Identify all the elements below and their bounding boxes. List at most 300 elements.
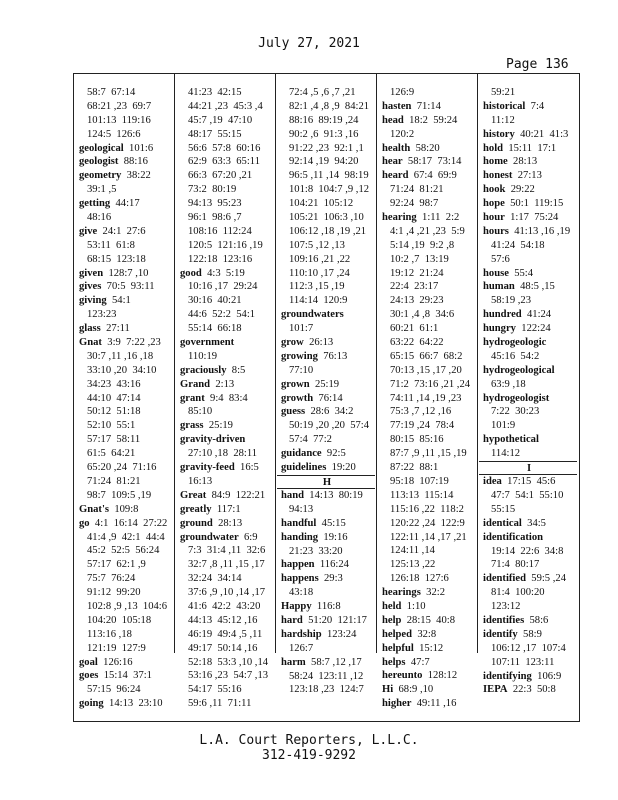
index-continuation xyxy=(483,114,577,128)
index-term: give xyxy=(79,225,98,237)
page-line-refs: 4:1 ,4 ,21 ,23 5:9 xyxy=(390,225,465,237)
page-line-refs: 98:7 109:5 ,19 xyxy=(87,489,152,501)
index-term: giving xyxy=(79,295,107,307)
index-continuation xyxy=(281,683,375,697)
page-line-refs: 67:4 69:9 xyxy=(408,170,457,182)
column-divider xyxy=(174,74,175,653)
page-line-refs: 43:18 xyxy=(289,587,314,599)
page-line-refs: 47:7 54:1 55:10 xyxy=(491,489,564,501)
page-line-refs: 88:16 xyxy=(118,156,148,168)
index-entry xyxy=(382,100,470,114)
page-line-refs: 59:5 ,24 xyxy=(525,573,566,585)
index-term: identification xyxy=(483,531,544,543)
page-line-refs: 51:20 121:17 xyxy=(302,614,367,626)
page-line-refs: 30:7 ,11 ,16 ,18 xyxy=(87,350,154,362)
index-continuation xyxy=(180,100,268,114)
page-line-refs: 58:6 xyxy=(524,614,549,626)
index-continuation xyxy=(483,447,577,461)
page-line-refs: 113:13 115:14 xyxy=(390,489,454,501)
index-continuation xyxy=(180,600,268,614)
page-line-refs: 65:15 66:7 68:2 xyxy=(390,350,463,362)
page-line-refs: 128:12 xyxy=(422,670,458,682)
index-term: historical xyxy=(483,100,526,112)
index-continuation xyxy=(382,503,470,517)
page-line-refs: 65:20 ,24 71:16 xyxy=(87,462,157,474)
page-line-refs: 19:20 xyxy=(326,462,356,474)
index-entry xyxy=(281,378,375,392)
index-term: growth xyxy=(281,392,314,404)
section-letter: H xyxy=(322,476,332,488)
page-line-refs: 10:16 ,17 29:24 xyxy=(188,281,258,293)
page-line-refs: 14:13 80:19 xyxy=(303,489,363,501)
index-term: head xyxy=(382,114,404,126)
page-line-refs: 58:20 xyxy=(410,142,440,154)
footer-phone: 312-419-9292 xyxy=(262,748,356,763)
index-continuation xyxy=(281,239,375,253)
index-term: home xyxy=(483,156,508,168)
page-line-refs: 63:9 ,18 xyxy=(491,378,526,390)
word-index-frame xyxy=(73,73,580,722)
page-line-refs: 44:10 47:14 xyxy=(87,392,141,404)
page-line-refs: 123:24 xyxy=(321,628,357,640)
page-line-refs: 81:4 100:20 xyxy=(491,587,545,599)
index-term: health xyxy=(382,142,411,154)
page-line-refs: 68:15 123:18 xyxy=(87,253,146,265)
index-entry xyxy=(382,683,470,697)
index-term: go xyxy=(79,517,90,529)
page-line-refs: 57:4 77:2 xyxy=(289,434,332,446)
index-entry xyxy=(483,433,577,447)
page-line-refs: 102:8 ,9 ,13 104:6 xyxy=(87,600,168,612)
index-entry xyxy=(483,100,577,114)
index-term: Hi xyxy=(382,684,394,696)
page-line-refs: 109:16 ,21 ,22 xyxy=(289,253,351,265)
page-line-refs: 120:5 121:16 ,19 xyxy=(188,239,263,251)
page-line-refs: 106:9 xyxy=(531,670,562,682)
page-line-refs: 70:13 ,15 ,17 ,20 xyxy=(390,364,462,376)
page-line-refs: 123:23 xyxy=(87,309,117,321)
index-entry xyxy=(483,155,577,169)
index-entry xyxy=(483,572,577,586)
index-continuation xyxy=(180,294,268,308)
index-continuation xyxy=(281,267,375,281)
page-line-refs: 39:1 ,5 xyxy=(87,184,117,196)
index-entry xyxy=(483,267,577,281)
index-term: given xyxy=(79,267,104,279)
page-line-refs: 106:12 ,18 ,19 ,21 xyxy=(289,225,367,237)
index-entry xyxy=(79,169,167,183)
page-line-refs: 1:17 75:24 xyxy=(504,212,559,224)
index-continuation xyxy=(79,461,167,475)
page-line-refs: 34:5 xyxy=(521,517,546,529)
index-term: hand xyxy=(281,489,304,501)
index-continuation xyxy=(281,253,375,267)
index-continuation xyxy=(281,197,375,211)
index-entry xyxy=(382,211,470,225)
page-line-refs: 68:9 ,10 xyxy=(393,684,434,696)
index-term: good xyxy=(180,267,202,279)
index-continuation xyxy=(79,239,167,253)
page-line-refs: 30:1 ,4 ,8 34:6 xyxy=(390,309,455,321)
index-continuation xyxy=(281,128,375,142)
index-continuation xyxy=(382,517,470,531)
index-term: groundwaters xyxy=(281,309,344,321)
index-continuation xyxy=(281,86,375,100)
index-continuation xyxy=(79,489,167,503)
index-term: hope xyxy=(483,198,505,210)
index-term: help xyxy=(382,614,402,626)
index-entry xyxy=(281,600,375,614)
index-continuation xyxy=(180,447,268,461)
page-line-refs: 116:24 xyxy=(314,559,349,571)
index-continuation xyxy=(382,433,470,447)
page-line-refs: 57:15 96:24 xyxy=(87,684,141,696)
index-entry xyxy=(483,336,577,350)
index-continuation xyxy=(483,600,577,614)
index-continuation xyxy=(180,86,268,100)
index-entry xyxy=(382,628,470,642)
page-line-refs: 128:7 ,10 xyxy=(103,267,149,279)
index-term: IEPA xyxy=(483,684,508,696)
page-line-refs: 63:22 64:22 xyxy=(390,337,444,349)
index-continuation xyxy=(79,392,167,406)
index-continuation xyxy=(281,294,375,308)
index-continuation xyxy=(382,544,470,558)
index-continuation xyxy=(483,419,577,433)
page-line-refs: 95:18 107:19 xyxy=(390,475,449,487)
page-line-refs: 3:9 7:22 ,23 xyxy=(101,337,161,349)
page-line-refs: 113:16 ,18 xyxy=(87,628,132,640)
page-line-refs: 58:7 ,12 ,17 xyxy=(305,656,362,668)
index-continuation xyxy=(281,322,375,336)
index-continuation xyxy=(281,433,375,447)
page-line-refs: 74:11 ,14 ,19 ,23 xyxy=(390,392,462,404)
page-line-refs: 29:22 xyxy=(505,184,535,196)
index-term: house xyxy=(483,267,509,279)
page-line-refs: 75:3 ,7 ,12 ,16 xyxy=(390,406,452,418)
index-entry xyxy=(79,280,167,294)
index-entry xyxy=(281,656,375,670)
page-line-refs: 107:5 ,12 ,13 xyxy=(289,239,345,251)
index-continuation xyxy=(180,211,268,225)
index-continuation xyxy=(382,225,470,239)
page-line-refs: 27:13 xyxy=(512,170,542,182)
index-entry xyxy=(79,197,167,211)
index-term: guidance xyxy=(281,448,322,460)
index-entry xyxy=(382,697,470,711)
column-divider xyxy=(275,74,276,653)
index-term: guidelines xyxy=(281,462,327,474)
footer-company: L.A. Court Reporters, L.L.C. xyxy=(199,733,419,748)
page-line-refs: 94:13 xyxy=(289,503,314,515)
page-line-refs: 50:19 ,20 ,20 57:4 xyxy=(289,420,370,432)
index-term: held xyxy=(382,600,402,612)
page-line-refs: 32:7 ,8 ,11 ,15 ,17 xyxy=(188,559,265,571)
index-continuation xyxy=(382,419,470,433)
index-entry xyxy=(483,392,577,406)
index-entry xyxy=(281,628,375,642)
page-line-refs: 54:1 xyxy=(106,295,131,307)
index-term: human xyxy=(483,281,515,293)
index-continuation xyxy=(180,225,268,239)
index-continuation xyxy=(483,239,577,253)
index-continuation xyxy=(483,545,577,559)
index-continuation xyxy=(382,489,470,503)
index-continuation xyxy=(382,267,470,281)
page-line-refs: 124:5 126:6 xyxy=(87,128,141,140)
page-line-refs: 28:13 xyxy=(212,517,243,529)
page-line-refs: 54:17 55:16 xyxy=(188,684,242,696)
index-continuation xyxy=(483,558,577,572)
index-continuation xyxy=(79,544,167,558)
page-line-refs: 101:9 xyxy=(491,420,516,432)
index-continuation xyxy=(79,586,167,600)
page-line-refs: 92:24 98:7 xyxy=(390,198,439,210)
index-entry xyxy=(382,642,470,656)
page-line-refs: 32:24 34:14 xyxy=(188,573,242,585)
index-entry xyxy=(382,586,470,600)
index-continuation xyxy=(281,211,375,225)
index-term: hydrogeological xyxy=(483,364,555,376)
index-continuation xyxy=(79,405,167,419)
index-entry xyxy=(382,600,470,614)
page-line-refs: 44:17 xyxy=(110,198,140,210)
index-term: hearing xyxy=(382,212,417,224)
index-term: identifies xyxy=(483,614,525,626)
page-line-refs: 72:4 ,5 ,6 ,7 ,21 xyxy=(289,87,356,98)
page-line-refs: 44:13 45:12 ,16 xyxy=(188,614,258,626)
index-continuation xyxy=(180,350,268,364)
column-divider xyxy=(376,74,377,653)
index-entry xyxy=(483,128,577,142)
page-line-refs: 104:21 105:12 xyxy=(289,198,354,210)
page-line-refs: 52:10 55:1 xyxy=(87,420,136,432)
index-continuation xyxy=(483,503,577,517)
index-continuation xyxy=(281,142,375,156)
index-entry xyxy=(382,614,470,628)
index-continuation xyxy=(382,239,470,253)
page-line-refs: 80:15 85:16 xyxy=(390,434,444,446)
index-continuation xyxy=(79,614,167,628)
index-entry xyxy=(281,531,375,545)
index-continuation xyxy=(180,405,268,419)
index-column-4 xyxy=(382,86,470,711)
index-continuation xyxy=(180,697,268,711)
index-term: groundwater xyxy=(180,531,239,543)
index-continuation xyxy=(382,308,470,322)
index-entry xyxy=(180,267,268,281)
index-entry xyxy=(483,142,577,156)
page-line-refs: 29:3 xyxy=(318,573,343,585)
page-line-refs: 22:3 50:8 xyxy=(507,684,556,696)
page-line-refs: 26:13 xyxy=(303,337,334,349)
index-term: gives xyxy=(79,281,102,293)
index-continuation xyxy=(281,100,375,114)
index-entry xyxy=(281,336,375,350)
page-line-refs: 123:18 ,23 124:7 xyxy=(289,684,364,696)
index-term: goes xyxy=(79,670,99,682)
page-line-refs: 44:6 52:2 54:1 xyxy=(188,309,256,321)
index-entry xyxy=(483,183,577,197)
index-term: Gnat xyxy=(79,337,102,349)
index-continuation xyxy=(180,253,268,267)
page-line-refs: 49:17 50:14 ,16 xyxy=(188,642,258,654)
index-term: guess xyxy=(281,406,306,418)
page-line-refs: 61:5 64:21 xyxy=(87,448,136,460)
page-line-refs: 25:19 xyxy=(203,420,233,432)
index-continuation xyxy=(382,183,470,197)
index-entry xyxy=(79,503,167,517)
index-term: geometry xyxy=(79,170,122,182)
page-line-refs: 76:14 xyxy=(313,392,343,404)
page-line-refs: 53:16 ,23 54:7 ,13 xyxy=(188,670,269,682)
page-line-refs: 10:2 ,7 13:19 xyxy=(390,253,449,265)
page-line-refs: 121:19 127:9 xyxy=(87,642,146,654)
page-line-refs: 62:9 63:3 65:11 xyxy=(188,156,260,168)
page-line-refs: 116:8 xyxy=(311,601,341,613)
index-continuation xyxy=(281,225,375,239)
index-continuation xyxy=(79,183,167,197)
index-continuation xyxy=(79,447,167,461)
index-entry xyxy=(281,405,375,419)
index-entry xyxy=(180,378,268,392)
page-line-refs: 126:18 127:6 xyxy=(390,573,449,585)
index-term: hydrogeologic xyxy=(483,337,547,349)
index-entry xyxy=(79,294,167,308)
index-entry xyxy=(483,169,577,183)
index-continuation xyxy=(382,322,470,336)
index-continuation xyxy=(382,378,470,392)
page-line-refs: 6:9 xyxy=(238,531,258,543)
index-entry xyxy=(483,531,577,545)
page-line-refs: 46:19 49:4 ,5 ,11 xyxy=(188,628,263,640)
index-continuation xyxy=(79,572,167,586)
page-line-refs: 24:13 29:23 xyxy=(390,295,444,307)
page-line-refs: 59:6 ,11 71:11 xyxy=(188,698,252,710)
index-entry xyxy=(281,489,375,503)
index-entry xyxy=(483,364,577,378)
index-column-2 xyxy=(180,86,268,711)
index-continuation xyxy=(180,322,268,336)
index-continuation xyxy=(281,419,375,433)
index-entry xyxy=(79,656,167,670)
index-entry xyxy=(382,114,470,128)
index-term: honest xyxy=(483,170,513,182)
index-entry xyxy=(483,197,577,211)
page-line-refs: 109:8 xyxy=(109,503,139,515)
index-continuation xyxy=(483,378,577,392)
index-continuation xyxy=(79,628,167,642)
page-line-refs: 16:13 xyxy=(188,475,213,487)
page-line-refs: 19:12 21:24 xyxy=(390,267,444,279)
index-continuation xyxy=(281,364,375,378)
index-continuation xyxy=(483,489,577,503)
page-line-refs: 41:4 ,9 42:1 44:4 xyxy=(87,531,165,543)
page-line-refs: 55:14 66:18 xyxy=(188,323,242,335)
page-line-refs: 41:6 42:2 43:20 xyxy=(188,600,261,612)
index-term: hungry xyxy=(483,323,516,335)
index-term: identify xyxy=(483,628,518,640)
page-line-refs: 5:14 ,19 9:2 ,8 xyxy=(390,239,455,251)
index-term: identifying xyxy=(483,670,532,682)
page-line-refs: 45:15 xyxy=(316,517,346,529)
index-continuation xyxy=(180,239,268,253)
index-entry xyxy=(79,155,167,169)
index-entry xyxy=(483,517,577,531)
page-line-refs: 125:13 ,22 xyxy=(390,559,436,571)
index-entry xyxy=(79,669,167,683)
page-line-refs: 77:10 xyxy=(289,364,314,376)
index-term: goal xyxy=(79,656,98,668)
page-line-refs: 124:11 ,14 xyxy=(390,545,435,557)
index-continuation xyxy=(79,350,167,364)
page-line-refs: 101:7 xyxy=(289,323,314,335)
index-continuation xyxy=(180,558,268,572)
index-continuation xyxy=(281,114,375,128)
index-term: greatly xyxy=(180,503,212,515)
page-line-refs: 57:17 58:11 xyxy=(87,434,141,446)
page-line-refs: 101:13 119:16 xyxy=(87,114,151,126)
index-entry xyxy=(180,461,268,475)
page-line-refs: 7:3 31:4 ,11 32:6 xyxy=(188,545,266,557)
index-term: helps xyxy=(382,656,406,668)
index-continuation xyxy=(180,308,268,322)
index-continuation xyxy=(382,392,470,406)
page-line-refs: 101:6 xyxy=(123,142,154,154)
index-continuation xyxy=(180,683,268,697)
index-continuation xyxy=(281,586,375,600)
index-continuation xyxy=(382,405,470,419)
index-continuation xyxy=(79,475,167,489)
index-continuation xyxy=(180,572,268,586)
index-entry xyxy=(281,308,375,322)
page-line-refs: 115:16 ,22 118:2 xyxy=(390,503,464,515)
page-line-refs: 126:9 xyxy=(390,87,415,98)
index-continuation xyxy=(382,572,470,586)
index-continuation xyxy=(281,642,375,656)
page-line-refs: 48:16 xyxy=(87,212,112,224)
index-term: heard xyxy=(382,170,409,182)
page-line-refs: 58:7 67:14 xyxy=(87,87,136,98)
page-line-refs: 82:1 ,4 ,8 ,9 84:21 xyxy=(289,100,370,112)
index-term: growing xyxy=(281,350,318,362)
index-term: helped xyxy=(382,628,413,640)
index-entry xyxy=(180,517,268,531)
index-continuation xyxy=(79,308,167,322)
index-entry xyxy=(382,142,470,156)
index-term: hold xyxy=(483,142,504,154)
page-line-refs: 30:16 40:21 xyxy=(188,295,242,307)
page-line-refs: 75:7 76:24 xyxy=(87,573,136,585)
index-term: higher xyxy=(382,698,412,710)
index-entry xyxy=(180,364,268,378)
page-line-refs: 19:16 xyxy=(318,531,348,543)
index-continuation xyxy=(180,544,268,558)
index-continuation xyxy=(281,183,375,197)
page-line-refs: 73:2 80:19 xyxy=(188,184,237,196)
index-continuation xyxy=(180,656,268,670)
page-line-refs: 19:14 22:6 34:8 xyxy=(491,545,564,557)
index-continuation xyxy=(382,475,470,489)
page-line-refs: 45:7 ,19 47:10 xyxy=(188,114,253,126)
index-term: graciously xyxy=(180,364,227,376)
page-line-refs: 114:14 120:9 xyxy=(289,295,348,307)
index-continuation xyxy=(180,642,268,656)
index-entry xyxy=(79,697,167,711)
page-line-refs: 41:13 ,16 ,19 xyxy=(508,225,571,237)
index-entry xyxy=(382,656,470,670)
index-term: helpful xyxy=(382,642,414,654)
